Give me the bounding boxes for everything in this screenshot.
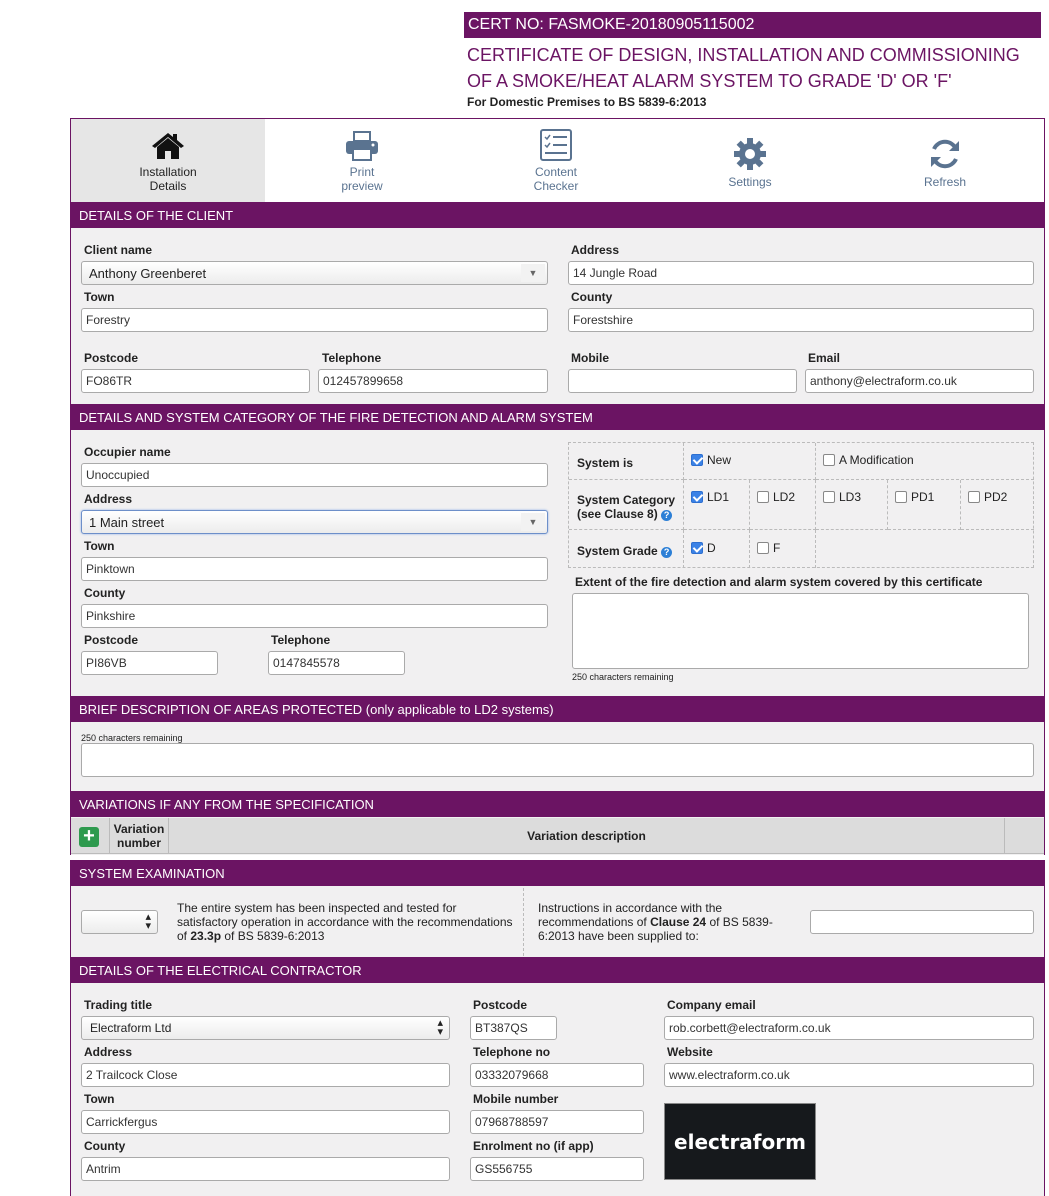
company-logo[interactable]: electraform [664,1103,816,1180]
checkbox-checked[interactable] [691,542,703,554]
new-label: New [707,453,732,467]
trading-title-select[interactable] [81,1016,450,1040]
tool-label: Content [534,165,578,179]
content-checker-button[interactable] [459,119,653,202]
variation-number-line: Variation [113,822,165,836]
grade-f-label: F [773,541,781,555]
contractor-town-label: Town [84,1092,115,1106]
website-input[interactable]: www.electraform.co.uk [664,1063,1034,1087]
brief-remaining: 250 characters remaining [81,733,183,743]
exam-line: satisfactory operation in accordance with the recommendations [177,915,513,929]
client-mobile-label: Mobile [571,351,609,365]
premises-address-label: Address [84,492,133,506]
grade-f-option[interactable] [750,530,816,568]
contractor-telephone-label: Telephone no [473,1045,551,1059]
client-town-label: Town [84,290,115,304]
settings-button[interactable] [653,119,847,202]
toolbar [71,119,1044,202]
category-label-line: (see Clause 8) [577,507,658,521]
checkbox-checked[interactable] [691,454,703,466]
extent-textarea[interactable] [572,593,1029,669]
exam-line: The entire system has been inspected and tested for [177,901,457,915]
category-pd2-option[interactable] [961,480,1034,530]
system-category-label [569,480,684,530]
add-variation-button[interactable]: + [79,827,99,847]
cert-number: CERT NO: FASMOKE-20180905115002 [468,16,755,33]
category-pd1-option[interactable] [888,480,961,530]
pd1-label: PD1 [911,490,935,504]
contractor-postcode-input[interactable]: BT387QS [470,1016,557,1040]
refresh-icon [928,137,962,171]
modification-label: A Modification [839,453,914,467]
title-line-2: OF A SMOKE/HEAT ALARM SYSTEM TO GRADE 'D' OR 'F' [467,71,952,91]
contractor-telephone-input[interactable]: 03332079668 [470,1063,644,1087]
chevron-down-icon: ▼ [521,264,545,282]
installation-details-button[interactable] [71,119,265,202]
trading-title-label: Trading title [84,998,153,1012]
client-county-label: County [571,290,613,304]
category-ld3-option[interactable] [816,480,888,530]
client-town-input[interactable]: Forestry [81,308,548,332]
checkbox-unchecked[interactable] [968,491,980,503]
instr-clause: Clause 24 [650,915,707,929]
client-name-label: Client name [84,243,153,257]
premises-county-label: County [84,586,126,600]
premises-address-select[interactable] [81,510,548,534]
enrolment-input[interactable]: GS556755 [470,1157,644,1181]
ld3-label: LD3 [839,490,862,504]
occupier-input[interactable]: Unoccupied [81,463,548,487]
instructions-statement [538,901,798,943]
brief-textarea[interactable] [81,743,1034,777]
premises-telephone-input[interactable]: 0147845578 [268,651,405,675]
checkbox-unchecked[interactable] [757,491,769,503]
home-icon [151,131,185,161]
premises-postcode-label: Postcode [84,633,139,647]
exam-text: of BS 5839-6:2013 [221,929,325,943]
exam-text: of [177,929,191,943]
system-is-label: System is [569,443,684,480]
instr-line: Instructions in accordance with the [538,901,723,915]
client-county-input[interactable]: Forestshire [568,308,1034,332]
client-email-label: Email [808,351,841,365]
premises-postcode-input[interactable]: PI86VB [81,651,218,675]
occupier-label: Occupier name [84,445,171,459]
cert-number-bar [464,12,1041,38]
chevron-down-icon: ▼ [521,513,545,531]
certificate-title [467,42,1042,94]
refresh-button[interactable] [848,119,1042,202]
premises-telephone-label: Telephone [271,633,331,647]
printer-icon [345,131,379,161]
contractor-mobile-label: Mobile number [473,1092,559,1106]
client-address-input[interactable]: 14 Jungle Road [568,261,1034,285]
premises-address-value: 1 Main street [89,515,165,530]
checkbox-checked[interactable] [691,491,703,503]
category-ld1-option[interactable] [684,480,750,530]
client-postcode-input[interactable]: FO86TR [81,369,310,393]
client-name-select[interactable] [81,261,548,285]
contractor-postcode-label: Postcode [473,998,528,1012]
tool-label: Print [349,165,375,179]
website-label: Website [667,1045,713,1059]
examination-statement [177,901,517,943]
client-address-label: Address [571,243,620,257]
client-telephone-input[interactable]: 012457899658 [318,369,548,393]
premises-town-input[interactable]: Pinktown [81,557,548,581]
client-postcode-label: Postcode [84,351,139,365]
updown-arrows-icon: ▴ ▾ [145,911,151,932]
company-email-label: Company email [667,998,756,1012]
grade-d-option[interactable] [684,530,750,568]
variation-number-line: number [116,836,161,850]
help-icon[interactable]: ? [661,547,672,558]
section-header-examination: SYSTEM EXAMINATION [71,860,1044,886]
system-options-grid [568,442,1034,568]
checkbox-unchecked[interactable] [823,454,835,466]
section-header-system: DETAILS AND SYSTEM CATEGORY OF THE FIRE DETECTION AND ALARM SYSTEM [71,404,1044,430]
tool-label: Installation [139,165,197,179]
print-preview-button[interactable] [265,119,459,202]
checkbox-unchecked[interactable] [757,542,769,554]
divider [523,888,524,956]
tool-label: Settings [728,175,772,189]
client-mobile-input[interactable] [568,369,797,393]
ld1-label: LD1 [707,490,730,504]
enrolment-label: Enrolment no (if app) [473,1139,594,1153]
category-ld2-option[interactable] [750,480,816,530]
updown-arrows-icon: ▴ ▾ [437,1017,443,1038]
extent-remaining: 250 characters remaining [572,672,674,682]
system-grade-label [569,530,684,568]
checklist-icon [539,129,573,161]
instr-text: recommendations of [538,915,651,929]
client-telephone-label: Telephone [322,351,382,365]
premises-town-label: Town [84,539,115,553]
section-header-variations: VARIATIONS IF ANY FROM THE SPECIFICATION [71,791,1044,817]
company-email-input[interactable]: rob.corbett@electraform.co.uk [664,1016,1034,1040]
contractor-town-input[interactable]: Carrickfergus [81,1110,450,1134]
section-header-client: DETAILS OF THE CLIENT [71,202,1044,228]
contractor-county-input[interactable]: Antrim [81,1157,450,1181]
ld2-label: LD2 [773,490,796,504]
instructions-supplied-to-input[interactable] [810,910,1034,934]
system-modification-option[interactable] [816,443,1034,480]
checkbox-unchecked[interactable] [823,491,835,503]
instr-line: 6:2013 have been supplied to: [538,929,699,943]
gear-icon [733,137,767,171]
tool-label: preview [341,179,383,193]
tool-label: Details [149,179,187,193]
trading-title-value: Electraform Ltd [90,1021,172,1035]
category-label-line: System Category [577,493,676,507]
checkbox-unchecked[interactable] [895,491,907,503]
examination-select[interactable] [81,910,158,934]
tool-label: Checker [533,179,579,193]
extent-label: Extent of the fire detection and alarm system covered by this certificate [575,575,983,589]
variation-number-header [109,818,169,854]
title-line-1: CERTIFICATE OF DESIGN, INSTALLATION AND COMMISSIONING [467,45,1020,65]
pd2-label: PD2 [984,490,1008,504]
certificate-subtitle: For Domestic Premises to BS 5839-6:2013 [467,95,707,109]
section-header-contractor: DETAILS OF THE ELECTRICAL CONTRACTOR [71,957,1044,983]
variation-description-header: Variation description [169,818,1005,854]
client-name-value: Anthony Greenberet [89,266,207,281]
tool-label: Refresh [923,175,967,189]
instr-text: of BS 5839- [706,915,773,929]
contractor-mobile-input[interactable]: 07968788597 [470,1110,644,1134]
contractor-address-label: Address [84,1045,133,1059]
exam-clause: 23.3p [190,929,222,943]
help-icon[interactable]: ? [661,510,672,521]
system-new-option[interactable] [684,443,816,480]
contractor-county-label: County [84,1139,126,1153]
premises-county-input[interactable]: Pinkshire [81,604,548,628]
grade-label-text: System Grade [577,544,658,558]
contractor-address-input[interactable]: 2 Trailcock Close [81,1063,450,1087]
variations-table-header [71,818,1044,854]
section-header-brief: BRIEF DESCRIPTION OF AREAS PROTECTED (only applicable to LD2 systems) [71,696,1044,722]
client-email-input[interactable]: anthony@electraform.co.uk [805,369,1034,393]
grade-d-label: D [707,541,716,555]
